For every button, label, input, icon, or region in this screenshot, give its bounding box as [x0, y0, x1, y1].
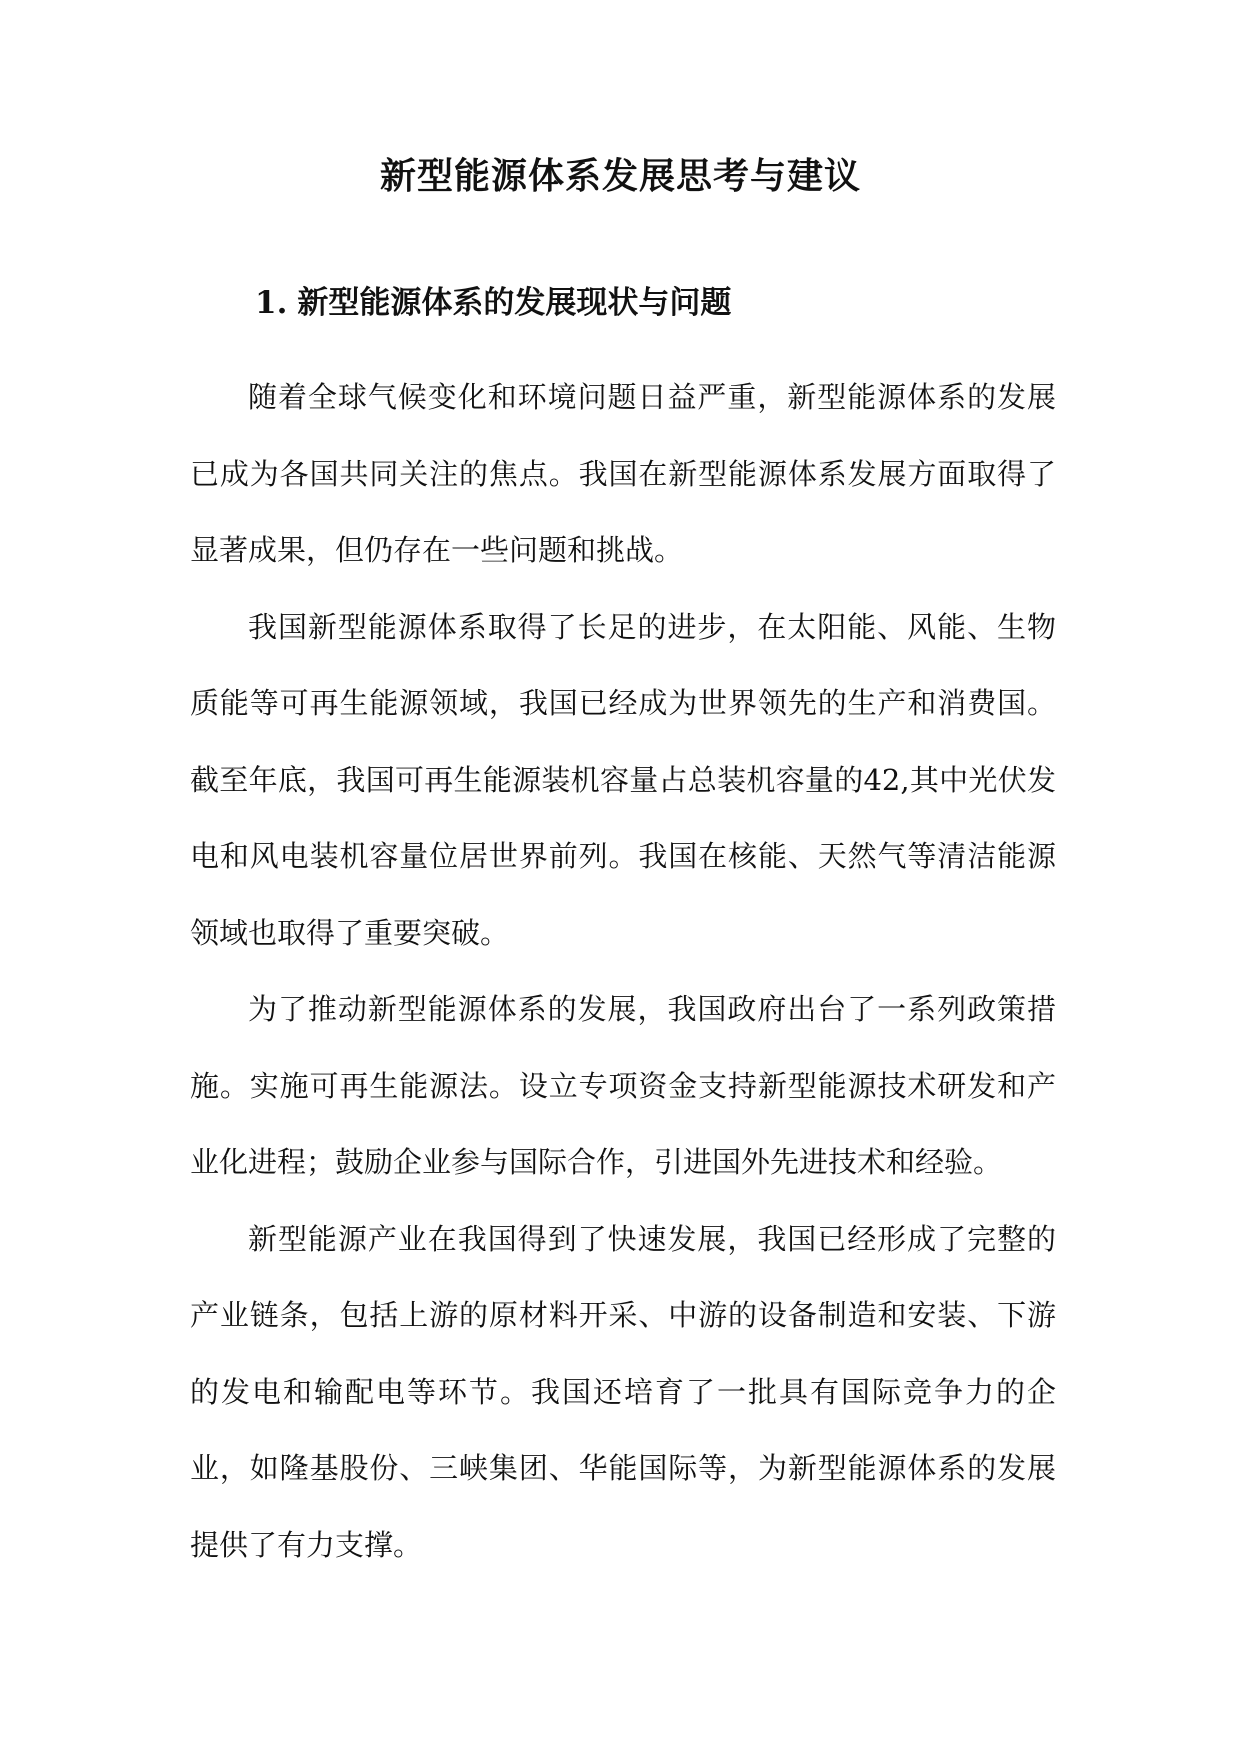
- section-heading: [255, 280, 731, 326]
- document-title: 新型能源体系发展思考与建议: [379, 155, 861, 197]
- section-number: 1.: [255, 285, 288, 321]
- paragraph: 为了推动新型能源体系的发展，我国政府出台了一系列政策措施。实施可再生能源法。设立专项资金支持新型能源技术研发和产业化进程；鼓励企业参与国际合作，引进国外先进技术和经验。: [190, 992, 1056, 1179]
- paragraph: 我国新型能源体系取得了长足的进步，在太阳能、风能、生物质能等可再生能源领域，我国已经成为世界领先的生产和消费国。截至年底，我国可再生能源装机容量占总装机容量的42,其中光伏发电和风电装机容量位居世界前列。我国在核能、天然气等清洁能源领域也取得了重要突破。: [190, 609, 1056, 950]
- paragraph: 随着全球气候变化和环境问题日益严重，新型能源体系的发展已成为各国共同关注的焦点。我国在新型能源体系发展方面取得了显著成果，但仍存在一些问题和挑战。: [190, 380, 1056, 567]
- section-title: 新型能源体系的发展现状与问题: [297, 285, 732, 321]
- section-body: [190, 359, 1056, 1583]
- paragraph: 新型能源产业在我国得到了快速发展，我国已经形成了完整的产业链条，包括上游的原材料开采、中游的设备制造和安装、下游的发电和输配电等环节。我国还培育了一批具有国际竞争力的企业，如隆基股份、三峡集团、华能国际等，为新型能源体系的发展提供了有力支撑。: [190, 1221, 1056, 1562]
